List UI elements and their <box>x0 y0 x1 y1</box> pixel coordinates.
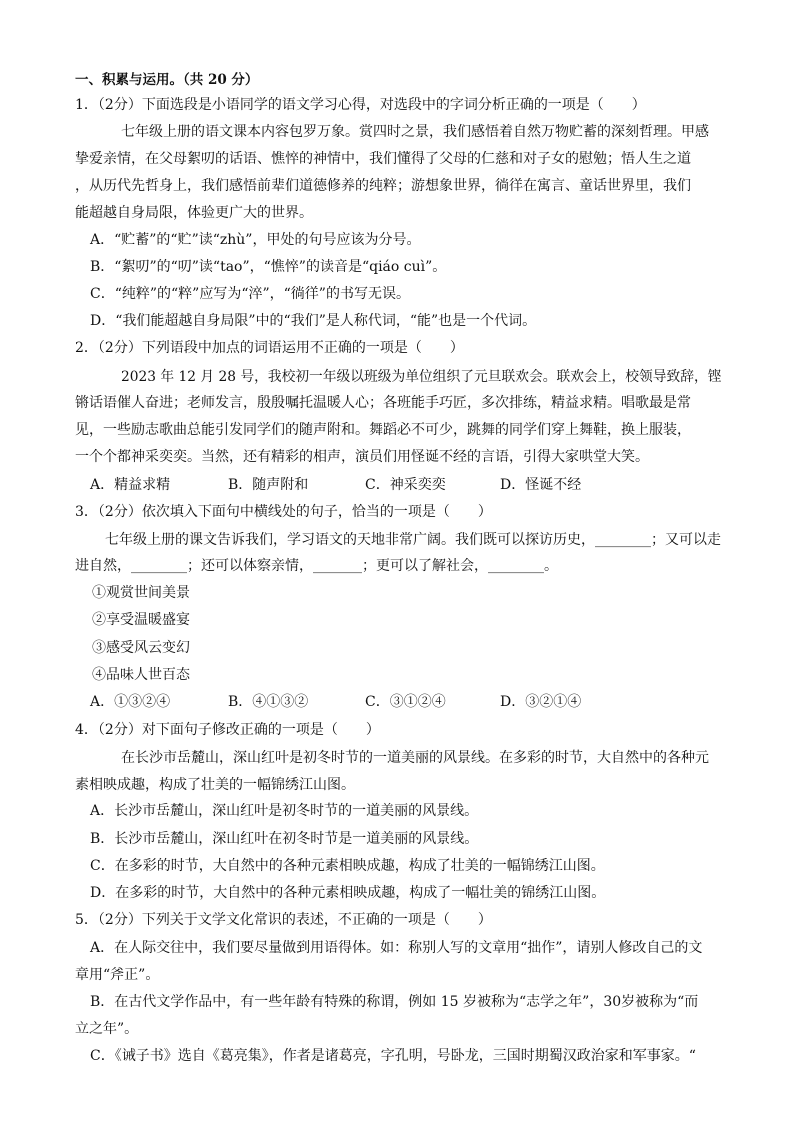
q3-passage-line: 进自然，________；还可以体察亲情，_______；更可以了解社会，________。 <box>75 558 558 574</box>
q1-stem: 1．（2分）下面选段是小语同学的语文学习心得，对选段中的字词分析正确的一项是（ ） <box>75 97 646 113</box>
q1-passage-line: 挚爱亲情，在父母絮叨的话语、憔悴的神情中，我们懂得了父母的仁慈和对子女的慰勉；悟人生之道 <box>75 151 691 167</box>
q5-option-a-cont: 章用“斧正”。 <box>75 967 160 983</box>
q2-passage-line: 2023 年 12 月 28 号，我校初一年级以班级为单位组织了元旦联欢会。联欢会上，校领导致辞，铿 <box>121 369 722 385</box>
q3-option-b: B．④①③② <box>228 694 309 710</box>
q4-option-b: B．长沙市岳麓山，深山红叶在初冬时节是一道美丽的风景线。 <box>90 831 479 847</box>
q3-item: ②享受温暖盛宴 <box>92 612 190 628</box>
q4-passage-line: 在长沙市岳麓山，深山红叶是初冬时节的一道美丽的风景线。在多彩的时节，大自然中的各种元 <box>121 750 709 766</box>
q3-option-c: C．③①②④ <box>365 694 446 710</box>
q4-passage-line: 素相映成趣，构成了壮美的一幅锦绣江山图。 <box>75 777 355 793</box>
section-title: 一、积累与运用。（共 20 分） <box>75 72 259 88</box>
q2-option-b: B．随声附和 <box>228 477 309 493</box>
q3-passage-line: 七年级上册的课文告诉我们，学习语文的天地非常广阔。我们既可以探访历史，________；又可以走 <box>105 532 721 548</box>
q5-option-b: B．在古代文学作品中，有一些年龄有特殊的称谓，例如 15 岁被称为“志学之年”，30岁被称为“而 <box>90 994 699 1010</box>
q4-option-d: D．在多彩的时节，大自然中的各种元素相映成趣，构成了一幅壮美的锦绣江山图。 <box>90 885 606 901</box>
q1-option-b: B．“絮叨”的“叨”读“tao”，“憔悴”的读音是“qiáo cuì”。 <box>90 259 447 275</box>
q2-option-a: A．精益求精 <box>90 477 171 493</box>
q3-option-a: A．①③②④ <box>90 694 171 710</box>
q2-passage-line: 锵话语催人奋进；老师发言，殷殷嘱托温暖人心；各班能手巧匠，多次排练，精益求精。唱歌最是常 <box>75 395 691 411</box>
q5-stem: 5．（2分）下列关于文学文化常识的表述，不正确的一项是（ ） <box>75 912 492 928</box>
q2-passage-line: 见，一些励志歌曲总能引发同学们的随声附和。舞蹈必不可少，跳舞的同学们穿上舞鞋，换上服装， <box>75 422 691 438</box>
q5-option-c: C．《诫子书》选自《葛亮集》，作者是诸葛亮，字孔明，号卧龙，三国时期蜀汉政治家和军事家。“ <box>90 1048 696 1064</box>
q2-option-d: D．怪诞不经 <box>500 477 582 493</box>
q1-option-a: A．“贮蓄”的“贮”读“zhù”，甲处的句号应该为分号。 <box>90 232 421 248</box>
q1-passage-line: ，从历代先哲身上，我们感悟前辈们道德修养的纯粹；游想象世界，徜徉在寓言、童话世界里，我们 <box>75 178 691 194</box>
q1-passage-line: 能超越自身局限，体验更广大的世界。 <box>75 205 313 221</box>
q5-option-b-cont: 立之年”。 <box>75 1021 139 1037</box>
q4-option-a: A．长沙市岳麓山，深山红叶是初冬时节的一道美丽的风景线。 <box>90 803 479 819</box>
q3-item: ③感受风云变幻 <box>92 640 190 656</box>
q1-option-c: C．“纯粹”的“粹”应写为“淬”，“徜徉”的书写无误。 <box>90 286 410 302</box>
q3-item: ④品味人世百态 <box>92 667 190 683</box>
q2-stem: 2．（2分）下列语段中加点的词语运用不正确的一项是（ ） <box>75 340 464 356</box>
q4-option-c: C．在多彩的时节，大自然中的各种元素相映成趣，构成了壮美的一幅锦绣江山图。 <box>90 858 605 874</box>
q1-passage-line: 七年级上册的语文课本内容包罗万象。赏四时之景，我们感悟着自然万物贮蓄的深刻哲理。甲感 <box>121 124 709 140</box>
q3-option-d: D．③②①④ <box>500 694 582 710</box>
q4-stem: 4．（2分）对下面句子修改正确的一项是（ ） <box>75 722 380 738</box>
q5-option-a: A．在人际交往中，我们要尽量做到用语得体。如：称别人写的文章用“拙作”，请别人修改自己的文 <box>90 940 703 956</box>
q3-stem: 3．（2分）依次填入下面句中横线处的句子，恰当的一项是（ ） <box>75 504 492 520</box>
q1-option-d: D．“我们能超越自身局限”中的“我们”是人称代词，“能”也是一个代词。 <box>90 313 537 329</box>
q3-item: ①观赏世间美景 <box>92 585 190 601</box>
q2-option-c: C．神采奕奕 <box>365 477 446 493</box>
q2-passage-line: 一个个都神采奕奕。当然，还有精彩的相声，演员们用怪诞不经的言语，引得大家哄堂大笑。 <box>75 449 649 465</box>
